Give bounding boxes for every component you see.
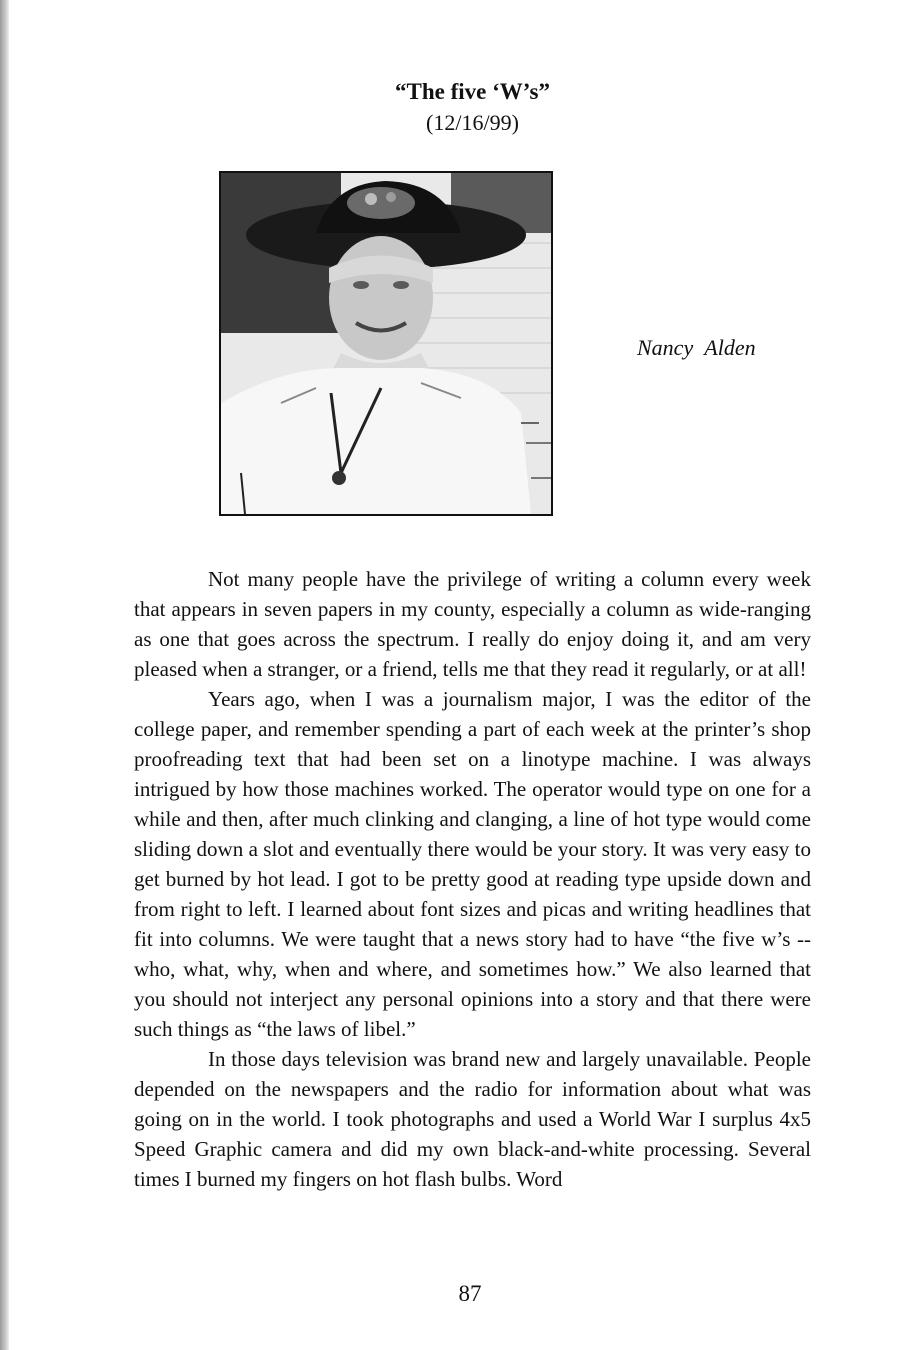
portrait-photo (219, 171, 553, 516)
portrait-illustration (221, 173, 551, 514)
page-number: 87 (458, 1281, 482, 1306)
page-binding-edge (0, 0, 9, 1350)
column-date: (12/16/99) (426, 110, 519, 135)
paragraph: Years ago, when I was a journalism major, I was the editor of the college paper, and remember spending a part of each week at the printer’s shop proofreading text that had been set on a linotype machine. I was always intrigued by how those machines worked. The operator would type on one for a while and then, after much clinking and clanging, a line of hot type would come sliding down a slot and eventually there would be your story. It was very easy to get burned by hot lead. I got to be pretty good at reading type upside down and from right to left. I learned about font sizes and picas and writing headlines that fit into columns. We were taught that a news story had to have “the five w’s -- who, what, why, when and where, and sometimes how.” We also learned that you should not interject any personal opinions into a story and that there were such things as “the laws of libel.” (134, 687, 811, 1041)
article-body (134, 564, 811, 1194)
page-title: “The five ‘W’s” (394, 79, 550, 104)
photo-caption: Nancy Alden (637, 335, 756, 360)
paragraph: Not many people have the privilege of writing a column every week that appears in seven papers in my county, especially a column as wide-ranging as one that goes across the spectrum. I really do enjoy doing it, and am very pleased when a stranger, or a friend, tells me that they read it regularly, or at all! (134, 567, 811, 681)
paragraph: In those days television was brand new and largely unavailable. People depended on the newspapers and the radio for information about what was going on in the world. I took photographs and used a World War I surplus 4x5 Speed Graphic camera and did my own black-and-white processing. Several times I burned my fingers on hot flash bulbs. Word (134, 1047, 811, 1191)
